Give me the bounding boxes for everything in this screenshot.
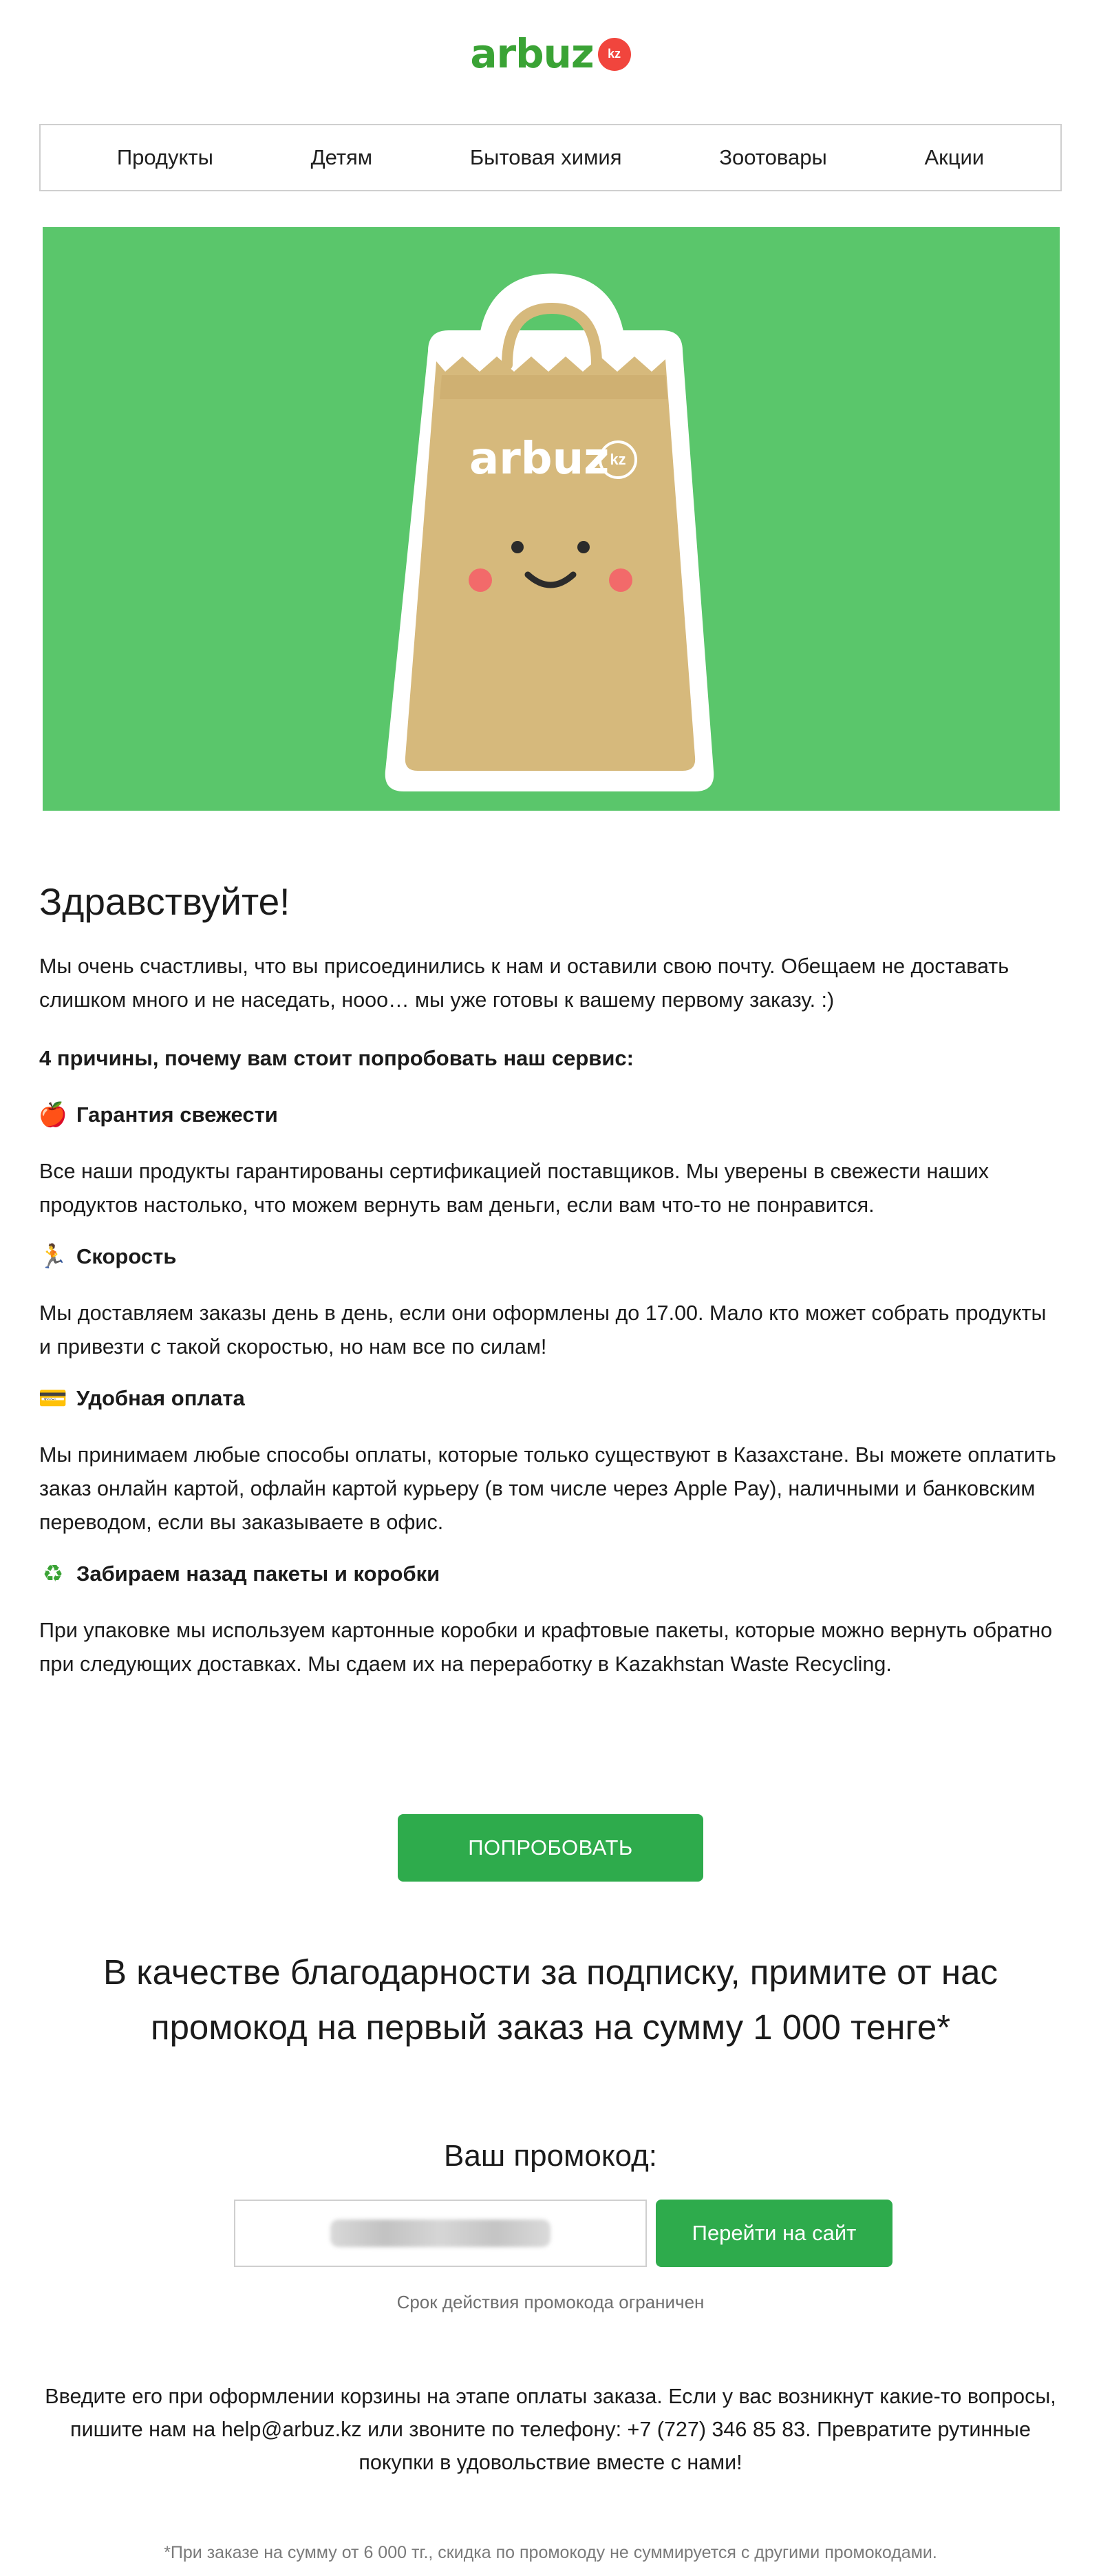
credit-card-icon: 💳 [38, 1385, 68, 1412]
promo-validity-note: Срок действия промокода ограничен [396, 2292, 705, 2312]
reason-heading-recycling [39, 1560, 1062, 1588]
intro-paragraph: Мы очень счастливы, что вы присоединились к нам и оставили свою почту. Обещаем не доставать слишком много и не наседать, нооо… мы уже готовы к вашему первому заказу. :) [39, 955, 1009, 1012]
smiling-bag-illustration [43, 227, 1060, 811]
arbuz-logo[interactable] [470, 30, 630, 77]
reasons-title: 4 причины, почему вам стоит попробовать наш сервис: [39, 1046, 634, 1070]
greeting-heading: Здравствуйте! [39, 880, 290, 923]
promo-label: Ваш промокод: [444, 2139, 657, 2173]
reason-text-speed: Мы доставляем заказы день в день, если они оформлены до 17.00. Мало кто может собрать продукты и привезти с такой скоростью, но нам все по силам! [39, 1301, 1047, 1359]
logo-text: arbuz [470, 30, 594, 77]
reason-heading-payment [39, 1385, 1062, 1412]
go-to-site-button[interactable]: Перейти на сайт [656, 2200, 892, 2267]
thanks-promo-heading: В качестве благодарности за подписку, примите от нас промокод на первый заказ на сумму 1 000 тенге* [103, 1952, 998, 2047]
letter-body [39, 880, 1062, 1681]
reason-title: Удобная оплата [76, 1386, 245, 1410]
apple-icon: 🍎 [38, 1101, 68, 1129]
reason-text-recycling: При упаковке мы используем картонные коробки и крафтовые пакеты, которые можно вернуть обратно при следующих доставках. Мы сдаем их на переработку в Kazakhstan Waste Recycling. [39, 1619, 1053, 1676]
reason-title: Гарантия свежести [76, 1103, 278, 1127]
hero-banner[interactable] [43, 227, 1060, 811]
promo-code-field[interactable] [234, 2200, 647, 2267]
runner-icon: 🏃 [38, 1243, 68, 1270]
reason-title: Забираем назад пакеты и коробки [76, 1562, 440, 1586]
logo-badge: kz [598, 38, 631, 71]
reason-title: Скорость [76, 1244, 177, 1268]
recycle-icon: ♻ [42, 1560, 64, 1588]
reason-heading-speed [39, 1243, 1062, 1270]
reason-text-payment: Мы принимаем любые способы оплаты, которые только существуют в Казахстане. Вы можете оплатить заказ онлайн картой, офлайн картой курьеру (в том числе через Apple Pay), наличными и банковским переводом, если вы заказываете в офис. [39, 1443, 1056, 1534]
reason-heading-freshness [39, 1101, 1062, 1129]
bag-logo-text: arbuz [469, 434, 610, 485]
category-nav [39, 124, 1062, 191]
try-button[interactable]: ПОПРОБОВАТЬ [398, 1814, 703, 1882]
header [0, 0, 1101, 107]
bag-logo-badge: kz [599, 440, 637, 479]
reason-text-freshness: Все наши продукты гарантированы сертификацией поставщиков. Мы уверены в свежести наших продуктов настолько, что можем вернуть вам деньги, если вам что-то не понравится. [39, 1160, 990, 1217]
nav-item-kids[interactable]: Детям [310, 145, 373, 169]
nav-item-promos[interactable]: Акции [924, 145, 985, 169]
promo-code-blurred [330, 2220, 550, 2247]
nav-item-pets[interactable]: Зоотовары [719, 145, 827, 169]
footer-instructions: Введите его при оформлении корзины на этапе оплаты заказа. Если у вас возникнут какие-то вопросы, пишите нам на help@arbuz.kz или звоните по телефону: +7 (727) 346 85 83. Превратите рутинные покупки в удовольствие вместе с нами! [45, 2385, 1056, 2474]
footnote: *При заказе на сумму от 6 000 тг., скидка по промокоду не суммируется с другими промокодами. [164, 2543, 937, 2562]
nav-item-products[interactable]: Продукты [116, 145, 213, 169]
nav-item-household[interactable]: Бытовая химия [469, 145, 622, 169]
